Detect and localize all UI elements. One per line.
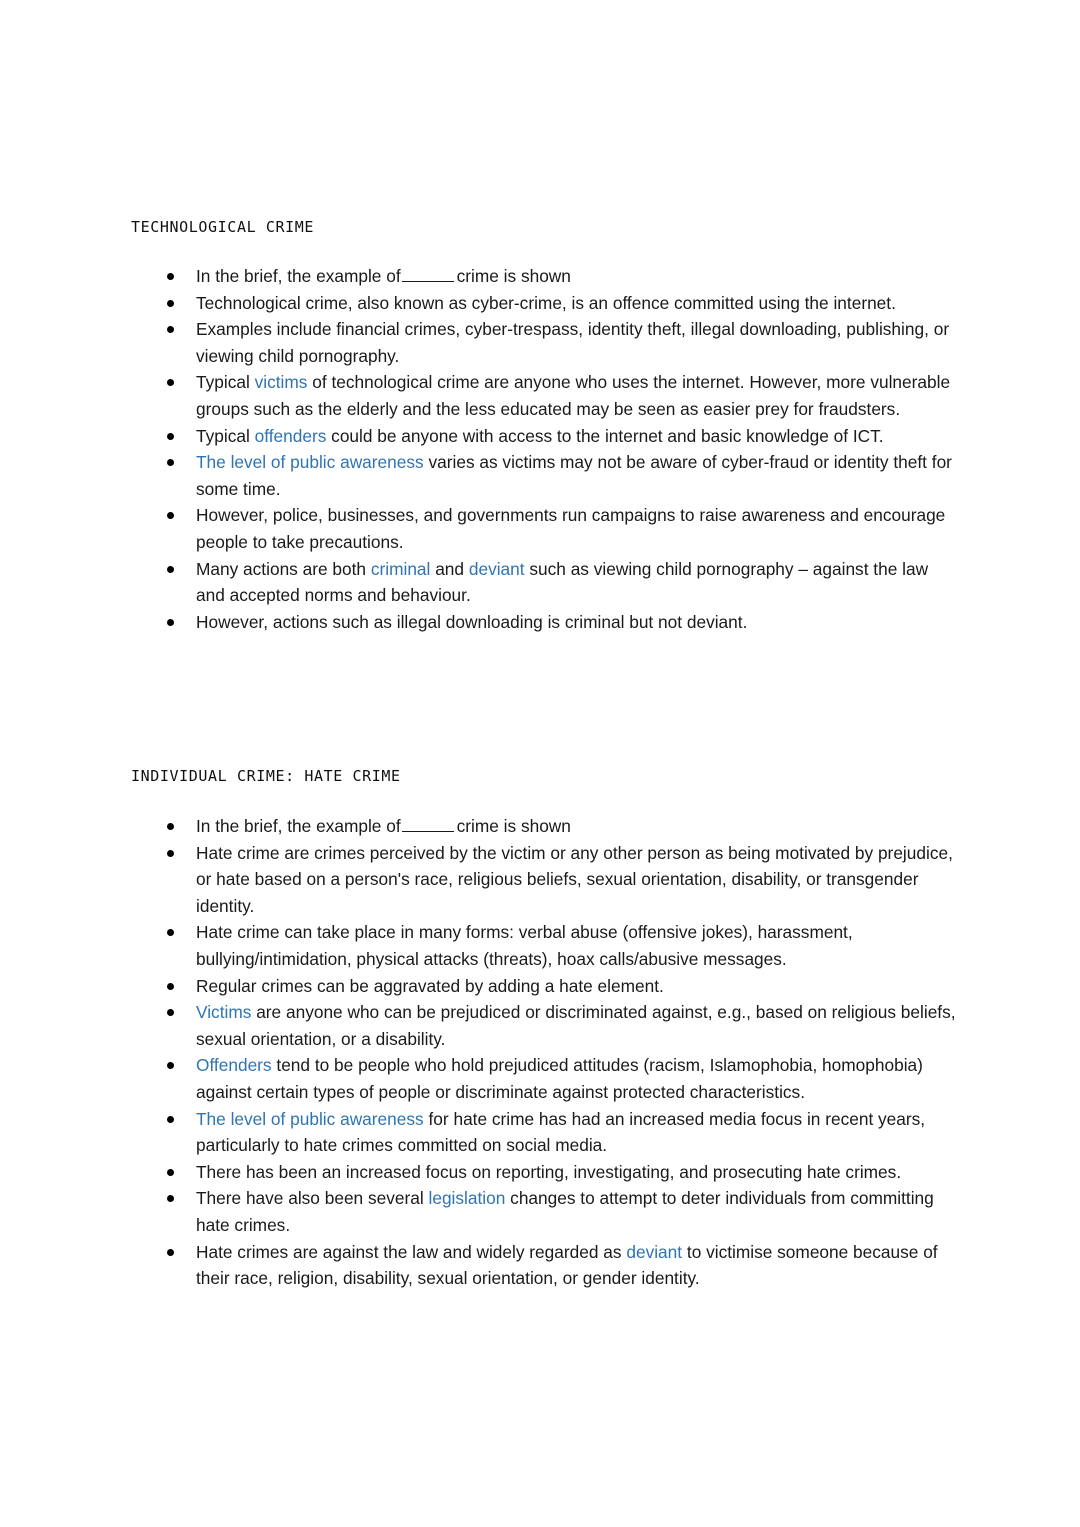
list-item: Examples include financial crimes, cyber-trespass, identity theft, illegal downloading, publishing, or viewing child pornography.: [196, 316, 956, 369]
list-item: Victims are anyone who can be prejudiced or discriminated against, e.g., based on religious beliefs, sexual orientation, or a disability.: [196, 999, 956, 1052]
list-item: Typical victims of technological crime are anyone who uses the internet. However, more vulnerable groups such as the elderly and the less educated may be seen as easier prey for fraudsters.: [196, 369, 956, 422]
list-item: Technological crime, also known as cyber-crime, is an offence committed using the internet.: [196, 290, 956, 317]
section-heading-technological-crime: TECHNOLOGICAL CRIME: [131, 218, 314, 236]
highlight-term: The level of public awareness: [196, 1108, 424, 1129]
highlight-term: legislation: [428, 1188, 506, 1209]
list-item: The level of public awareness for hate crime has had an increased media focus in recent years, particularly to hate crimes committed on social media.: [196, 1106, 956, 1159]
highlight-term: deviant: [468, 558, 525, 579]
highlight-term: deviant: [626, 1241, 683, 1262]
list-item: There has been an increased focus on reporting, investigating, and prosecuting hate crimes.: [196, 1159, 956, 1186]
hate-crime-bullet-list: [196, 813, 956, 1292]
list-item: Hate crime are crimes perceived by the victim or any other person as being motivated by prejudice, or hate based on a person's race, religious beliefs, sexual orientation, disability, or transgender identity.: [196, 840, 956, 920]
list-item: Hate crimes are against the law and widely regarded as deviant to victimise someone because of their race, religion, disability, sexual orientation, or gender identity.: [196, 1239, 956, 1292]
highlight-term: criminal: [370, 558, 431, 579]
highlight-term: Victims: [196, 1002, 252, 1023]
highlight-term: The level of public awareness: [196, 452, 424, 473]
list-item: Regular crimes can be aggravated by adding a hate element.: [196, 973, 956, 1000]
list-item: Offenders tend to be people who hold prejudiced attitudes (racism, Islamophobia, homophobia) against certain types of people or discriminate against protected characteristics.: [196, 1052, 956, 1105]
list-item: Hate crime can take place in many forms: verbal abuse (offensive jokes), harassment, bullying/intimidation, physical attacks (threats), hoax calls/abusive messages.: [196, 919, 956, 972]
highlight-term: victims: [254, 372, 308, 393]
section-heading-hate-crime: INDIVIDUAL CRIME: HATE CRIME: [131, 767, 401, 785]
highlight-term: offenders: [254, 425, 327, 446]
list-item: The level of public awareness varies as victims may not be aware of cyber-fraud or identity theft for some time.: [196, 449, 956, 502]
fill-in-blank: [402, 814, 454, 832]
list-item: Typical offenders could be anyone with access to the internet and basic knowledge of ICT.: [196, 423, 956, 450]
list-item: However, actions such as illegal downloading is criminal but not deviant.: [196, 609, 956, 636]
technological-crime-bullet-list: [196, 263, 956, 635]
list-item: In the brief, the example of crime is shown: [196, 263, 956, 290]
list-item: Many actions are both criminal and deviant such as viewing child pornography – against the law and accepted norms and behaviour.: [196, 556, 956, 609]
list-item: However, police, businesses, and governments run campaigns to raise awareness and encourage people to take precautions.: [196, 502, 956, 555]
highlight-term: Offenders: [196, 1055, 272, 1076]
list-item: In the brief, the example of crime is shown: [196, 813, 956, 840]
fill-in-blank: [402, 264, 454, 282]
list-item: There have also been several legislation changes to attempt to deter individuals from committing hate crimes.: [196, 1185, 956, 1238]
